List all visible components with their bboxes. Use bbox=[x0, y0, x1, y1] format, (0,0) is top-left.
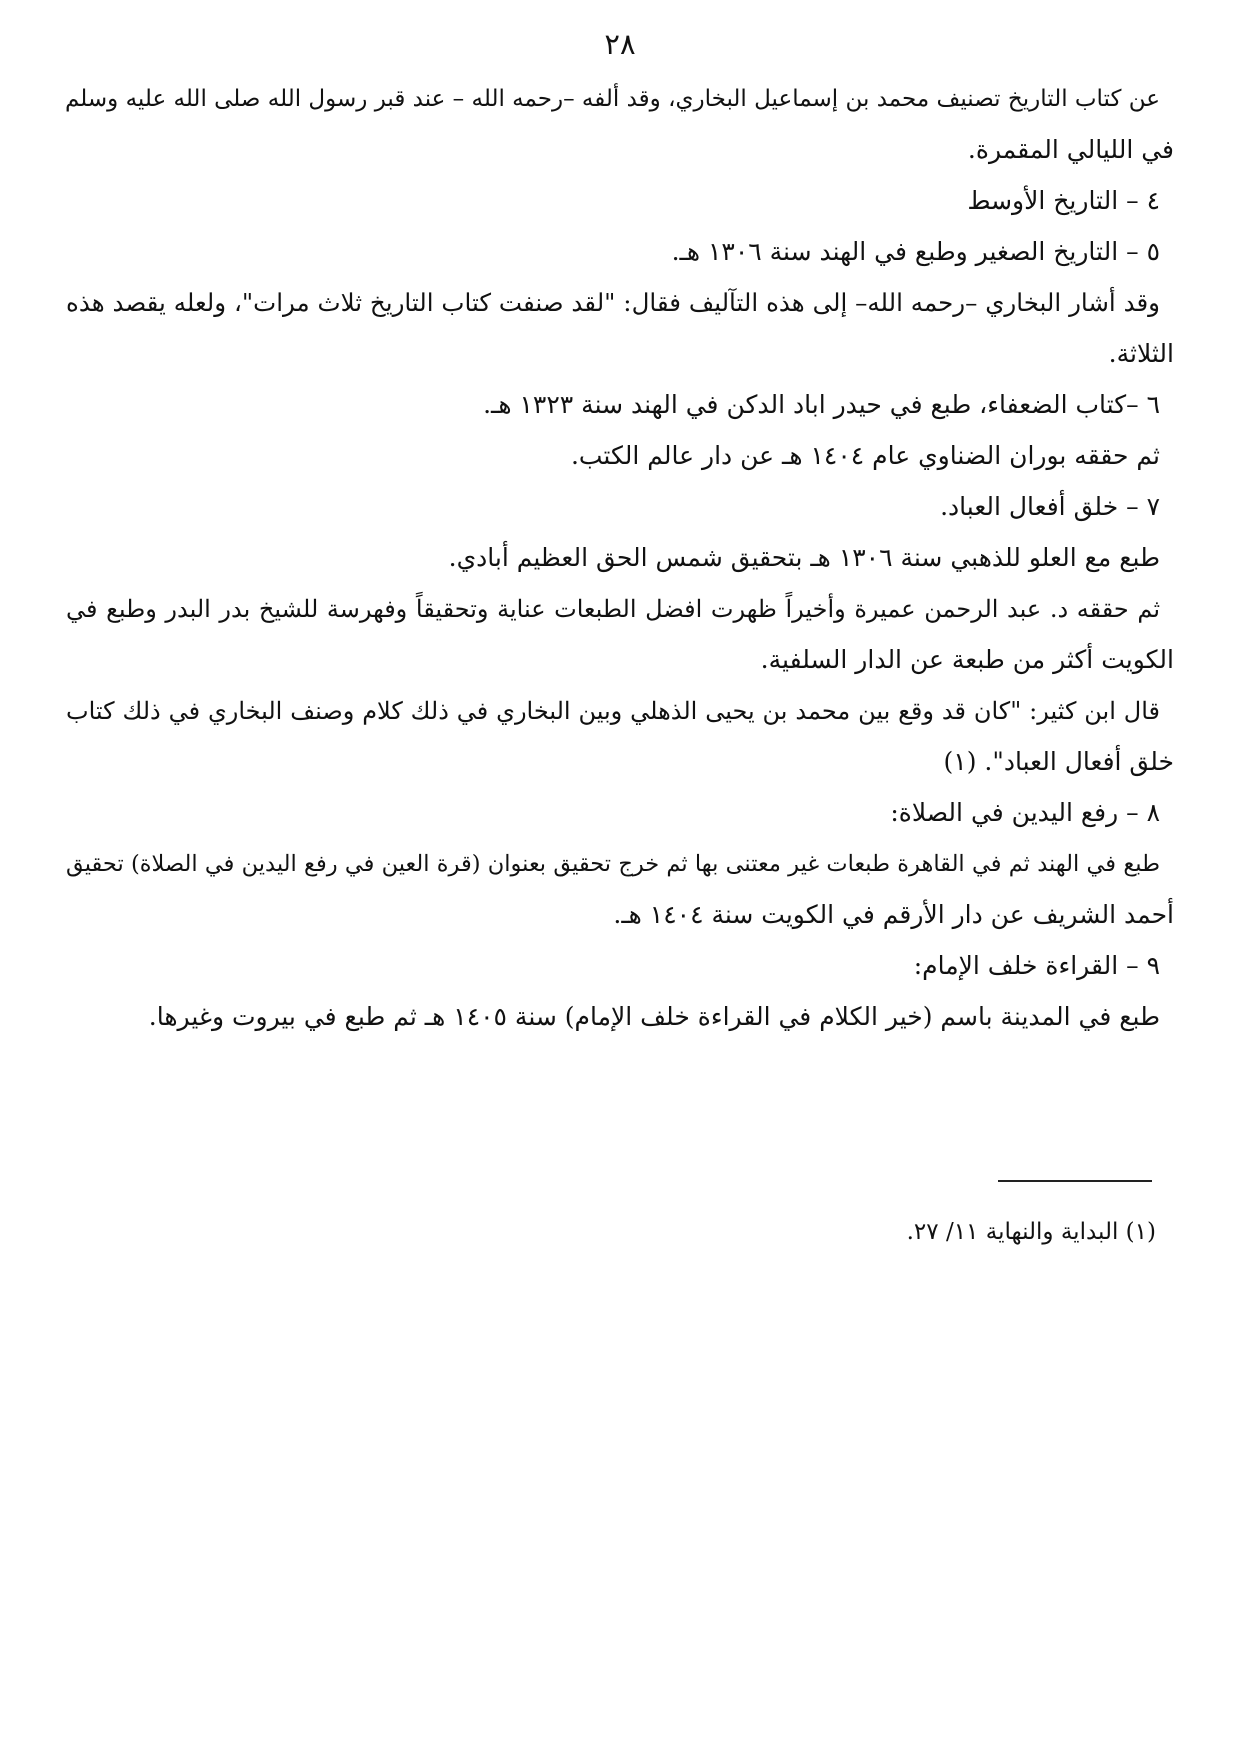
text-line: ثم حققه بوران الضناوي عام ١٤٠٤ هـ عن دار عالم الكتب. bbox=[570, 441, 1160, 470]
text-line: عن كتاب التاريخ تصنيف محمد بن إسماعيل البخاري، وقد ألفه –رحمه الله – عند قبر رسول الله صلى الله عليه وسلم bbox=[64, 86, 1160, 112]
page-number: ٢٨ bbox=[604, 27, 636, 61]
text-line: في الليالي المقمرة. bbox=[967, 135, 1174, 164]
text-line: ٨ – رفع اليدين في الصلاة: bbox=[890, 798, 1160, 827]
text-line: طبع في المدينة باسم (خير الكلام في القراءة خلف الإمام) سنة ١٤٠٥ هـ ثم طبع في بيروت وغيرها. bbox=[148, 1002, 1160, 1031]
text-line: خلق أفعال العباد". (١) bbox=[943, 747, 1174, 776]
text-line: ٥ – التاريخ الصغير وطبع في الهند سنة ١٣٠٦ هـ. bbox=[671, 237, 1160, 266]
body-text bbox=[66, 78, 1174, 1047]
text-line: ٦ –كتاب الضعفاء، طبع في حيدر اباد الدكن في الهند سنة ١٣٢٣ هـ. bbox=[483, 390, 1160, 419]
footnote-separator bbox=[998, 1180, 1152, 1182]
text-line: الكويت أكثر من طبعة عن الدار السلفية. bbox=[760, 645, 1174, 674]
text-line: ٩ – القراءة خلف الإمام: bbox=[913, 951, 1160, 980]
text-line: وقد أشار البخاري –رحمه الله– إلى هذه التآليف فقال: "لقد صنفت كتاب التاريخ ثلاث مرات"، ولعله يقصد هذه bbox=[66, 288, 1160, 317]
footnote: (١) البداية والنهاية ١١/ ٢٧. bbox=[906, 1219, 1156, 1245]
text-line: ثم حققه د. عبد الرحمن عميرة وأخيراً ظهرت افضل الطبعات عناية وتحقيقاً وفهرسة للشيخ بدر البدر وطبع في bbox=[66, 595, 1160, 623]
text-line: قال ابن كثير: "كان قد وقع بين محمد بن يحيى الذهلي وبين البخاري في ذلك كلام وصنف البخاري في ذلك كتاب bbox=[66, 697, 1160, 725]
text-line: ٧ – خلق أفعال العباد. bbox=[940, 492, 1160, 521]
text-line: طبع مع العلو للذهبي سنة ١٣٠٦ هـ بتحقيق شمس الحق العظيم أبادي. bbox=[448, 543, 1160, 572]
text-line: طبع في الهند ثم في القاهرة طبعات غير معتنى بها ثم خرج تحقيق بعنوان (قرة العين في رفع اليدين في الصلاة) تحقيق bbox=[66, 851, 1160, 877]
text-line: أحمد الشريف عن دار الأرقم في الكويت سنة ١٤٠٤ هـ. bbox=[613, 900, 1174, 929]
text-line: ٤ – التاريخ الأوسط bbox=[967, 186, 1160, 215]
text-line: الثلاثة. bbox=[1108, 339, 1174, 368]
